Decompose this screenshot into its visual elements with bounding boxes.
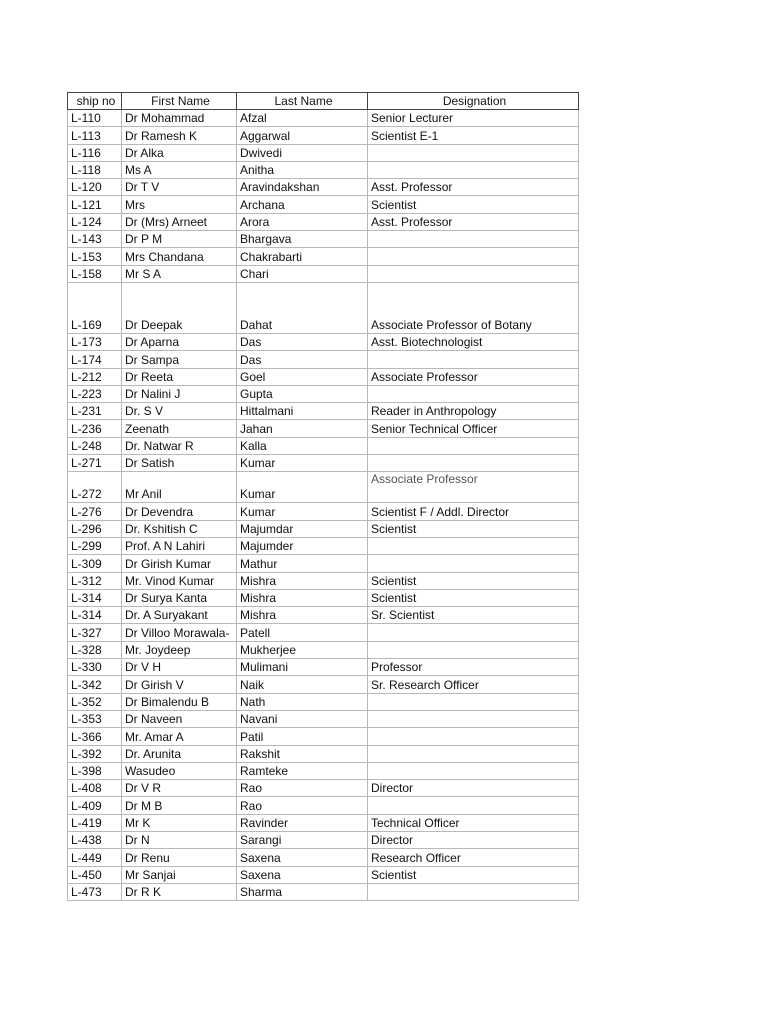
first-name-cell[interactable]: Dr Bimalendu B <box>122 693 237 710</box>
first-name-cell[interactable]: Mr Sanjai <box>122 866 237 883</box>
first-name-cell[interactable]: Dr. Natwar R <box>122 437 237 454</box>
table-row <box>68 368 579 385</box>
first-name-cell[interactable]: Dr Deepak <box>122 282 237 333</box>
table-row <box>68 265 579 282</box>
ship-no-cell[interactable]: L-352 <box>68 693 122 710</box>
ship-no-cell[interactable]: L-153 <box>68 248 122 265</box>
table-row <box>68 866 579 883</box>
first-name-cell[interactable]: Dr Nalini J <box>122 385 237 402</box>
table-row <box>68 555 579 572</box>
ship-no-cell[interactable]: L-236 <box>68 420 122 437</box>
ship-no-cell[interactable]: L-314 <box>68 589 122 606</box>
table-row <box>68 641 579 658</box>
first-name-cell[interactable]: Dr. Arunita <box>122 745 237 762</box>
designation-cell[interactable]: Senior Lecturer <box>368 110 579 127</box>
ship-no-cell[interactable]: L-121 <box>68 196 122 213</box>
col-header-first-name[interactable]: First Name <box>122 93 237 110</box>
first-name-cell[interactable]: Dr P M <box>122 231 237 248</box>
designation-cell[interactable]: Asst. Professor <box>368 213 579 230</box>
ship-no-cell[interactable]: L-113 <box>68 127 122 144</box>
designation-cell[interactable]: Research Officer <box>368 849 579 866</box>
designation-cell[interactable] <box>368 248 579 265</box>
first-name-cell[interactable]: Mr Anil <box>122 472 237 503</box>
last-name-cell[interactable]: Dwivedi <box>237 144 368 161</box>
designation-cell[interactable]: Scientist F / Addl. Director <box>368 503 579 520</box>
ship-no-cell[interactable]: L-299 <box>68 537 122 554</box>
ship-no-cell[interactable]: L-120 <box>68 179 122 196</box>
last-name-cell[interactable]: Rao <box>237 797 368 814</box>
ship-no-cell[interactable]: L-392 <box>68 745 122 762</box>
last-name-cell[interactable]: Mishra <box>237 607 368 624</box>
first-name-cell[interactable]: Dr Ramesh K <box>122 127 237 144</box>
last-name-cell[interactable]: Goel <box>237 368 368 385</box>
designation-cell[interactable] <box>368 641 579 658</box>
header-row <box>68 93 579 110</box>
table-row <box>68 537 579 554</box>
table-row <box>68 780 579 797</box>
designation-cell[interactable] <box>368 710 579 727</box>
designation-cell[interactable] <box>368 745 579 762</box>
table-row <box>68 745 579 762</box>
last-name-cell[interactable]: Hittalmani <box>237 403 368 420</box>
designation-cell[interactable] <box>368 144 579 161</box>
last-name-cell[interactable]: Rao <box>237 780 368 797</box>
last-name-cell[interactable]: Mathur <box>237 555 368 572</box>
ship-no-cell[interactable]: L-419 <box>68 814 122 831</box>
table-row <box>68 503 579 520</box>
first-name-cell[interactable]: Dr Surya Kanta <box>122 589 237 606</box>
table-row <box>68 420 579 437</box>
ship-no-cell[interactable]: L-231 <box>68 403 122 420</box>
ship-no-cell[interactable]: L-473 <box>68 883 122 900</box>
ship-no-cell[interactable]: L-450 <box>68 866 122 883</box>
table-row <box>68 589 579 606</box>
designation-cell[interactable]: Asst. Biotechnologist <box>368 333 579 350</box>
designation-cell[interactable] <box>368 161 579 178</box>
last-name-cell[interactable]: Aravindakshan <box>237 179 368 196</box>
first-name-cell[interactable]: Dr. A Suryakant <box>122 607 237 624</box>
designation-cell[interactable]: Scientist <box>368 196 579 213</box>
table-row <box>68 814 579 831</box>
ship-no-cell[interactable]: L-408 <box>68 780 122 797</box>
first-name-cell[interactable]: Dr Alka <box>122 144 237 161</box>
last-name-cell[interactable]: Archana <box>237 196 368 213</box>
ship-no-cell[interactable]: L-366 <box>68 728 122 745</box>
ship-no-cell[interactable]: L-342 <box>68 676 122 693</box>
designation-cell[interactable]: Director <box>368 831 579 848</box>
ship-no-cell[interactable]: L-271 <box>68 455 122 472</box>
designation-cell[interactable]: Technical Officer <box>368 814 579 831</box>
ship-no-cell[interactable]: L-312 <box>68 572 122 589</box>
last-name-cell[interactable]: Mishra <box>237 589 368 606</box>
designation-cell[interactable]: Scientist <box>368 866 579 883</box>
table-row <box>68 710 579 727</box>
last-name-cell[interactable]: Majumder <box>237 537 368 554</box>
table-row <box>68 572 579 589</box>
ship-no-cell[interactable]: L-173 <box>68 333 122 350</box>
table-row <box>68 659 579 676</box>
last-name-cell[interactable]: Kumar <box>237 455 368 472</box>
ship-no-cell[interactable]: L-398 <box>68 762 122 779</box>
first-name-cell[interactable]: Dr Girish Kumar <box>122 555 237 572</box>
designation-cell[interactable]: Sr. Research Officer <box>368 676 579 693</box>
designation-cell[interactable] <box>368 455 579 472</box>
last-name-cell[interactable]: Arora <box>237 213 368 230</box>
table-row <box>68 248 579 265</box>
last-name-cell[interactable]: Mulimani <box>237 659 368 676</box>
last-name-cell[interactable]: Anitha <box>237 161 368 178</box>
last-name-cell[interactable]: Ramteke <box>237 762 368 779</box>
last-name-cell[interactable]: Saxena <box>237 866 368 883</box>
first-name-cell[interactable]: Dr Reeta <box>122 368 237 385</box>
ship-no-cell[interactable]: L-276 <box>68 503 122 520</box>
table-row <box>68 110 579 127</box>
table-row <box>68 883 579 900</box>
first-name-cell[interactable]: Mr S A <box>122 265 237 282</box>
designation-cell[interactable]: Scientist <box>368 589 579 606</box>
col-header-ship-no[interactable]: ship no <box>68 93 122 110</box>
ship-no-cell[interactable]: L-124 <box>68 213 122 230</box>
first-name-cell[interactable]: Dr V H <box>122 659 237 676</box>
table-row <box>68 849 579 866</box>
first-name-cell[interactable]: Mr. Joydeep <box>122 641 237 658</box>
first-name-cell[interactable]: Dr Girish V <box>122 676 237 693</box>
first-name-cell[interactable]: Dr Villoo Morawala- <box>122 624 237 641</box>
table-row <box>68 144 579 161</box>
ship-no-cell[interactable]: L-110 <box>68 110 122 127</box>
ship-no-cell[interactable]: L-116 <box>68 144 122 161</box>
table-row <box>68 196 579 213</box>
ship-no-cell[interactable]: L-438 <box>68 831 122 848</box>
first-name-cell[interactable]: Dr Naveen <box>122 710 237 727</box>
ship-no-cell[interactable]: L-409 <box>68 797 122 814</box>
ship-no-cell[interactable]: L-353 <box>68 710 122 727</box>
last-name-cell[interactable]: Dahat <box>237 282 368 333</box>
first-name-cell[interactable]: Mr K <box>122 814 237 831</box>
first-name-cell[interactable]: Dr T V <box>122 179 237 196</box>
first-name-cell[interactable]: Dr R K <box>122 883 237 900</box>
first-name-cell[interactable]: Dr Renu <box>122 849 237 866</box>
designation-cell[interactable] <box>368 797 579 814</box>
last-name-cell[interactable]: Gupta <box>237 385 368 402</box>
last-name-cell[interactable]: Kumar <box>237 503 368 520</box>
first-name-cell[interactable]: Dr Sampa <box>122 351 237 368</box>
first-name-cell[interactable]: Dr V R <box>122 780 237 797</box>
designation-cell[interactable] <box>368 883 579 900</box>
ship-no-cell[interactable]: L-223 <box>68 385 122 402</box>
ship-no-cell[interactable]: L-449 <box>68 849 122 866</box>
table-row <box>68 693 579 710</box>
table-row <box>68 831 579 848</box>
table-row <box>68 437 579 454</box>
table-row <box>68 728 579 745</box>
designation-cell[interactable]: Senior Technical Officer <box>368 420 579 437</box>
ship-no-cell[interactable]: L-212 <box>68 368 122 385</box>
first-name-cell[interactable]: Mr. Amar A <box>122 728 237 745</box>
table-row <box>68 282 579 333</box>
first-name-cell[interactable]: Dr Mohammad <box>122 110 237 127</box>
last-name-cell[interactable]: Afzal <box>237 110 368 127</box>
col-header-designation[interactable]: Designation <box>368 93 579 110</box>
designation-cell[interactable]: Reader in Anthropology <box>368 403 579 420</box>
table-row <box>68 127 579 144</box>
designation-cell[interactable]: Scientist <box>368 572 579 589</box>
designation-cell[interactable]: Associate Professor <box>368 472 579 503</box>
first-name-cell[interactable]: Dr (Mrs) Arneet <box>122 213 237 230</box>
last-name-cell[interactable]: Sarangi <box>237 831 368 848</box>
col-header-last-name[interactable]: Last Name <box>237 93 368 110</box>
designation-cell[interactable] <box>368 537 579 554</box>
table-row <box>68 762 579 779</box>
table-row <box>68 676 579 693</box>
first-name-cell[interactable]: Dr Satish <box>122 455 237 472</box>
ship-no-cell[interactable]: L-158 <box>68 265 122 282</box>
designation-cell[interactable] <box>368 265 579 282</box>
first-name-cell[interactable]: Mrs <box>122 196 237 213</box>
last-name-cell[interactable]: Jahan <box>237 420 368 437</box>
table-row <box>68 351 579 368</box>
designation-cell[interactable] <box>368 762 579 779</box>
last-name-cell[interactable]: Rakshit <box>237 745 368 762</box>
first-name-cell[interactable]: Ms A <box>122 161 237 178</box>
designation-cell[interactable] <box>368 385 579 402</box>
designation-cell[interactable] <box>368 231 579 248</box>
table-row <box>68 472 579 503</box>
last-name-cell[interactable]: Das <box>237 333 368 350</box>
last-name-cell[interactable]: Navani <box>237 710 368 727</box>
last-name-cell[interactable]: Naik <box>237 676 368 693</box>
first-name-cell[interactable]: Dr M B <box>122 797 237 814</box>
designation-cell[interactable] <box>368 555 579 572</box>
first-name-cell[interactable]: Dr Devendra <box>122 503 237 520</box>
table-row <box>68 333 579 350</box>
ship-no-cell[interactable]: L-143 <box>68 231 122 248</box>
table-row <box>68 520 579 537</box>
designation-cell[interactable]: Professor <box>368 659 579 676</box>
table-row <box>68 161 579 178</box>
first-name-cell[interactable]: Dr Aparna <box>122 333 237 350</box>
table-row <box>68 607 579 624</box>
first-name-cell[interactable]: Dr. S V <box>122 403 237 420</box>
last-name-cell[interactable]: Chakrabarti <box>237 248 368 265</box>
ship-no-cell[interactable]: L-328 <box>68 641 122 658</box>
last-name-cell[interactable]: Sharma <box>237 883 368 900</box>
last-name-cell[interactable]: Ravinder <box>237 814 368 831</box>
designation-cell[interactable]: Asst. Professor <box>368 179 579 196</box>
table-row <box>68 403 579 420</box>
designation-cell[interactable] <box>368 693 579 710</box>
last-name-cell[interactable]: Mishra <box>237 572 368 589</box>
first-name-cell[interactable]: Prof. A N Lahiri <box>122 537 237 554</box>
designation-cell[interactable] <box>368 624 579 641</box>
last-name-cell[interactable]: Mukherjee <box>237 641 368 658</box>
last-name-cell[interactable]: Bhargava <box>237 231 368 248</box>
ship-no-cell[interactable]: L-248 <box>68 437 122 454</box>
designation-cell[interactable]: Scientist E-1 <box>368 127 579 144</box>
table-row <box>68 213 579 230</box>
ship-no-cell[interactable]: L-272 <box>68 472 122 503</box>
last-name-cell[interactable]: Kalla <box>237 437 368 454</box>
last-name-cell[interactable]: Patell <box>237 624 368 641</box>
ship-no-cell[interactable]: L-169 <box>68 282 122 333</box>
table-row <box>68 624 579 641</box>
last-name-cell[interactable]: Aggarwal <box>237 127 368 144</box>
designation-cell[interactable]: Director <box>368 780 579 797</box>
last-name-cell[interactable]: Patil <box>237 728 368 745</box>
ship-no-cell[interactable]: L-314 <box>68 607 122 624</box>
ship-no-cell[interactable]: L-118 <box>68 161 122 178</box>
designation-cell[interactable]: Sr. Scientist <box>368 607 579 624</box>
ship-no-cell[interactable]: L-330 <box>68 659 122 676</box>
last-name-cell[interactable]: Das <box>237 351 368 368</box>
first-name-cell[interactable]: Mrs Chandana <box>122 248 237 265</box>
designation-cell[interactable] <box>368 437 579 454</box>
table-row <box>68 231 579 248</box>
table-row <box>68 797 579 814</box>
member-table <box>67 92 579 901</box>
table-row <box>68 385 579 402</box>
first-name-cell[interactable]: Dr N <box>122 831 237 848</box>
ship-no-cell[interactable]: L-174 <box>68 351 122 368</box>
ship-no-cell[interactable]: L-309 <box>68 555 122 572</box>
ship-no-cell[interactable]: L-327 <box>68 624 122 641</box>
first-name-cell[interactable]: Mr. Vinod Kumar <box>122 572 237 589</box>
designation-cell[interactable]: Scientist <box>368 520 579 537</box>
last-name-cell[interactable]: Majumdar <box>237 520 368 537</box>
table-row <box>68 179 579 196</box>
designation-cell[interactable]: Associate Professor of Botany <box>368 282 579 333</box>
last-name-cell[interactable]: Saxena <box>237 849 368 866</box>
first-name-cell[interactable]: Zeenath <box>122 420 237 437</box>
last-name-cell[interactable]: Chari <box>237 265 368 282</box>
table-row <box>68 455 579 472</box>
table-body <box>68 110 579 901</box>
designation-cell[interactable] <box>368 351 579 368</box>
last-name-cell[interactable]: Nath <box>237 693 368 710</box>
designation-cell[interactable] <box>368 728 579 745</box>
first-name-cell[interactable]: Wasudeo <box>122 762 237 779</box>
last-name-cell[interactable]: Kumar <box>237 472 368 503</box>
first-name-cell[interactable]: Dr. Kshitish C <box>122 520 237 537</box>
designation-cell[interactable]: Associate Professor <box>368 368 579 385</box>
ship-no-cell[interactable]: L-296 <box>68 520 122 537</box>
